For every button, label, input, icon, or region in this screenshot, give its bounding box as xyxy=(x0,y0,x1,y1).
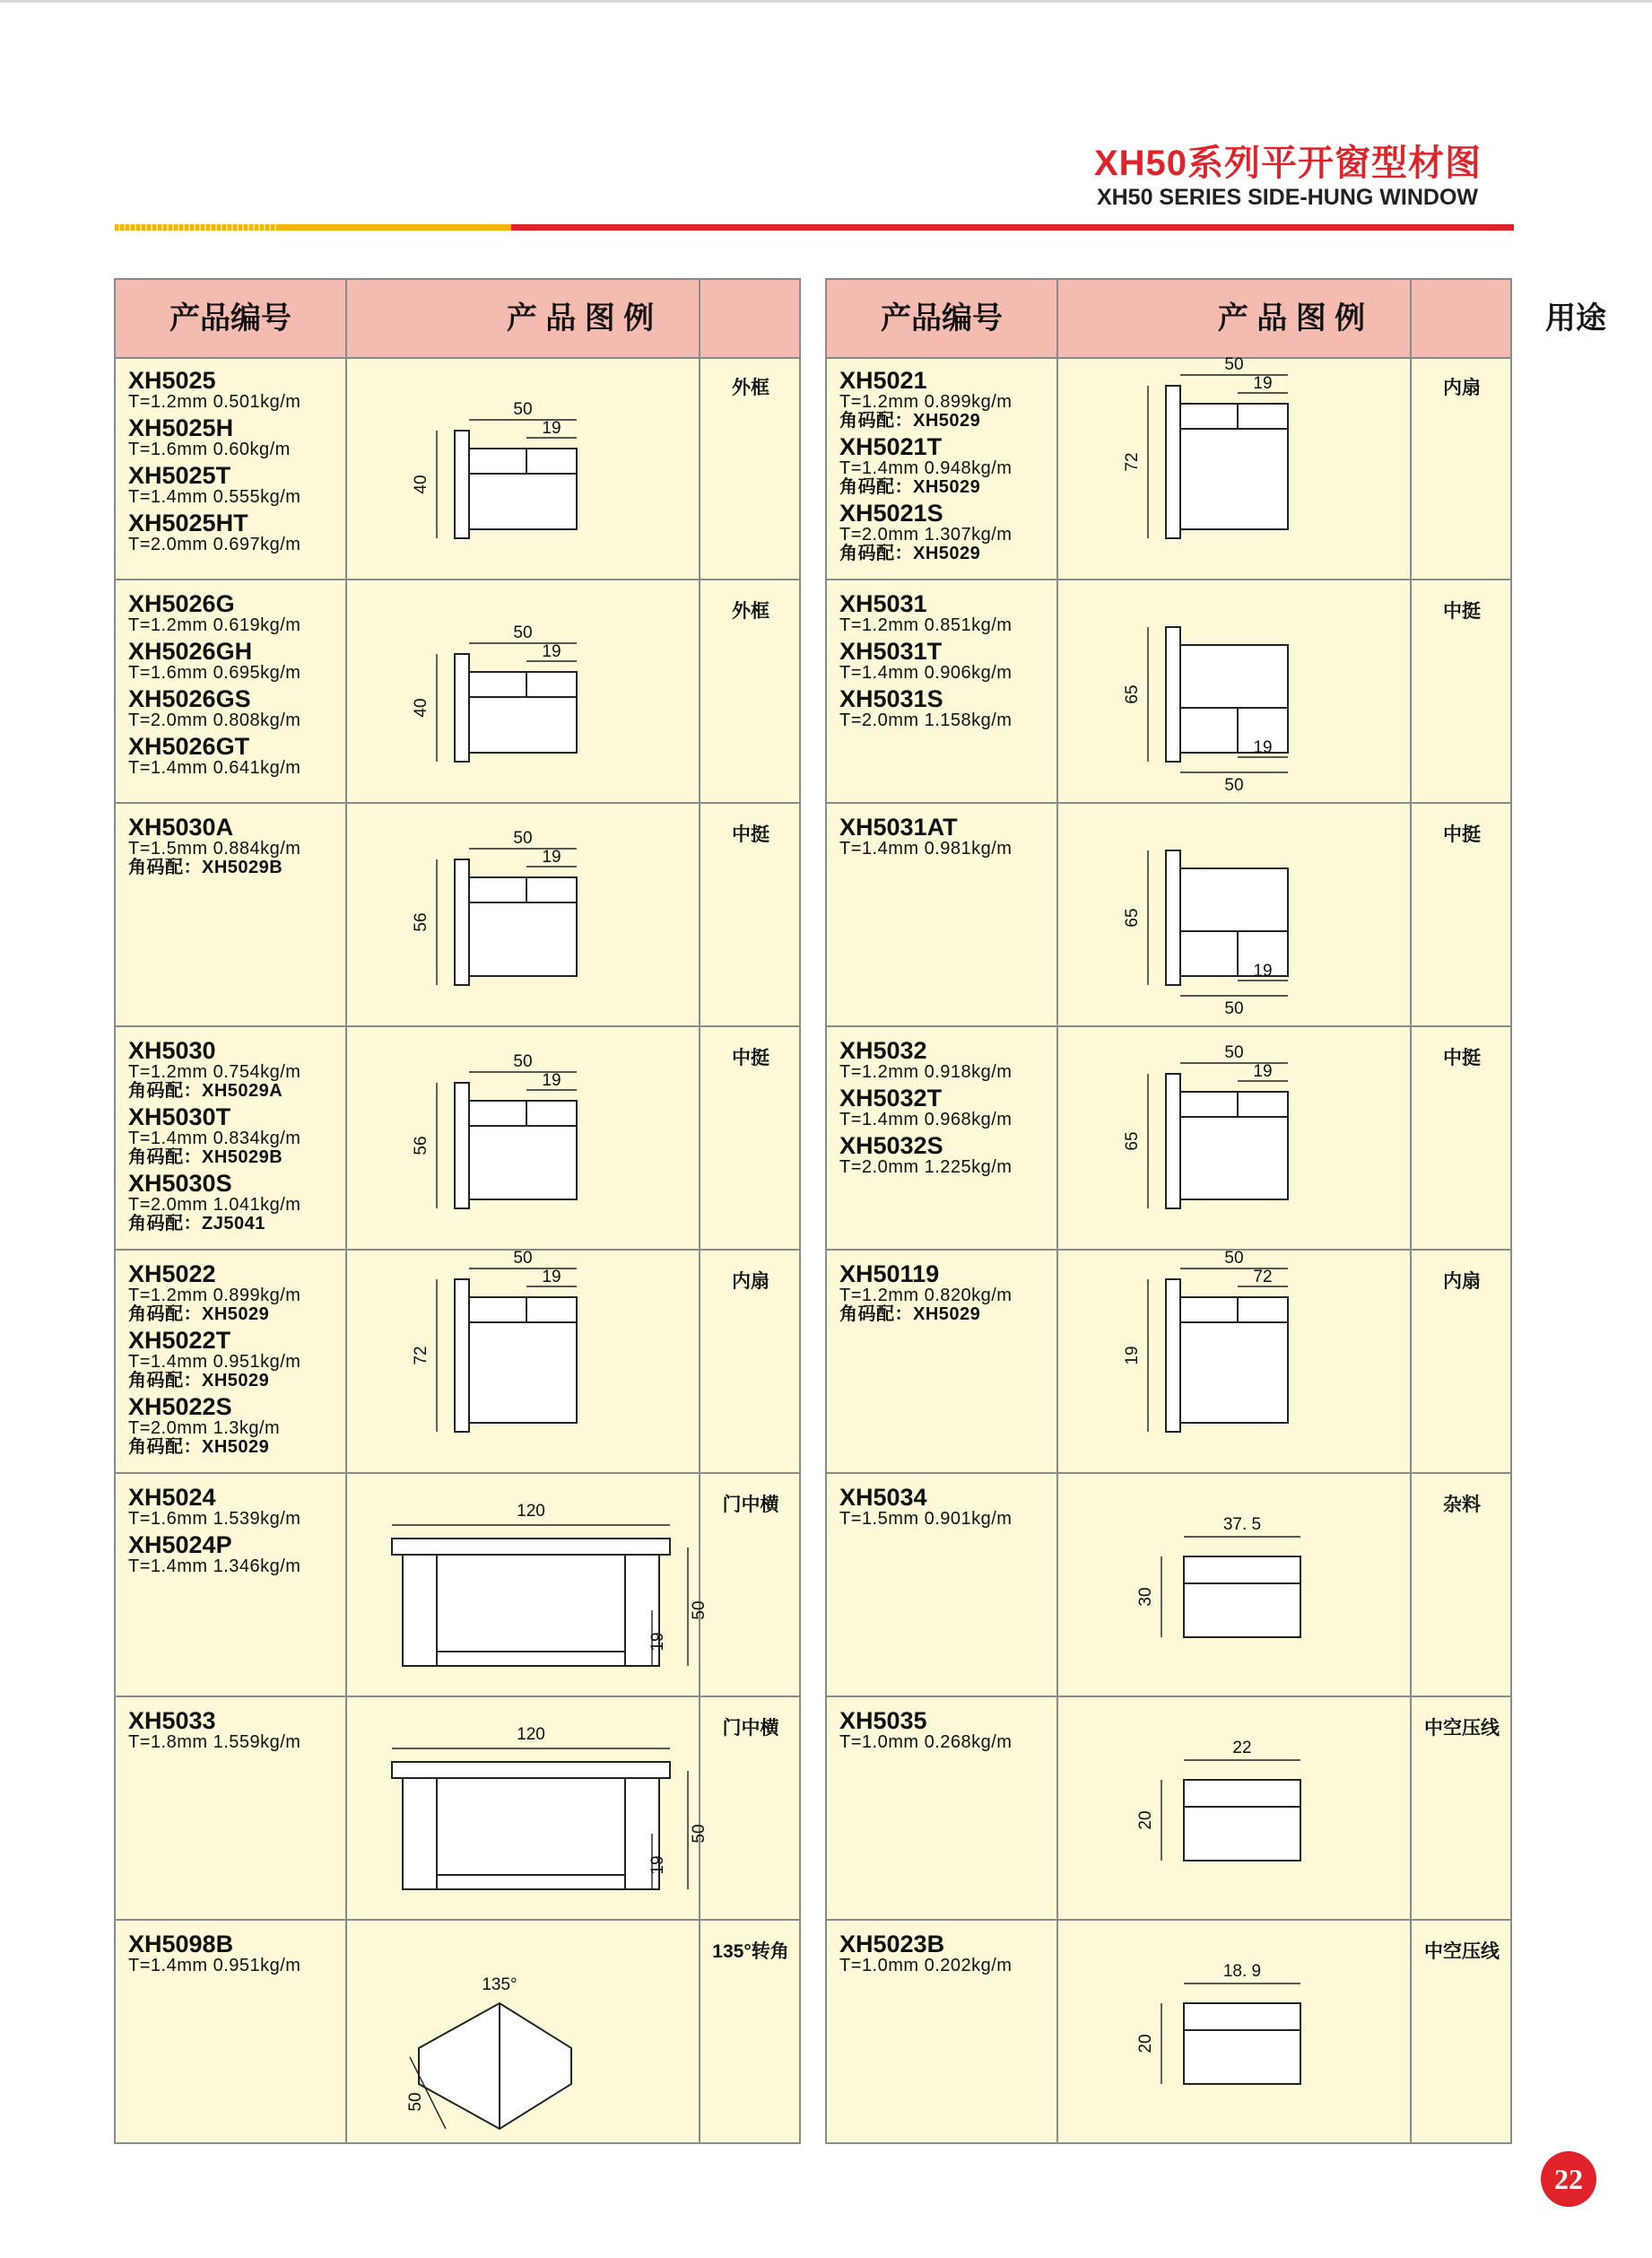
product-codes xyxy=(839,1481,1055,1529)
table-row xyxy=(116,1921,799,2144)
table-row xyxy=(827,1027,1510,1251)
product-code: XH5025T xyxy=(128,462,231,489)
usage-label: 中空压线 xyxy=(1424,1941,1500,1962)
dimension-height: 56 xyxy=(412,1136,430,1155)
header-product-figure: 产 品 图 例 xyxy=(506,301,655,336)
header-product-figure: 产 品 图 例 xyxy=(1217,301,1366,336)
usage-label: 内扇 xyxy=(732,1271,769,1292)
product-spec: T=1.4mm 0.968kg/m xyxy=(839,1110,1013,1129)
profile-drawing xyxy=(347,1922,697,2142)
usage-label: 中挺 xyxy=(1443,824,1481,845)
product-spec: T=1.5mm 0.884kg/m xyxy=(128,839,301,859)
product-spec: T=1.0mm 0.202kg/m xyxy=(839,1956,1013,1975)
table-header xyxy=(116,280,799,359)
product-code: XH5021T xyxy=(839,433,943,460)
dimension-height: 40 xyxy=(412,475,430,494)
product-codes xyxy=(128,1034,343,1234)
product-codes xyxy=(128,1258,343,1457)
product-codes xyxy=(128,811,343,877)
product-spec: T=1.2mm 0.820kg/m xyxy=(839,1286,1013,1305)
product-code: XH5025H xyxy=(128,414,234,441)
profile-drawing xyxy=(347,1029,697,1249)
table-row xyxy=(827,1251,1510,1474)
product-code: XH5022T xyxy=(128,1327,231,1354)
product-spec: T=1.4mm 0.981kg/m xyxy=(839,839,1013,859)
product-spec: T=1.6mm 0.60kg/m xyxy=(128,440,291,459)
product-code: XH5032 xyxy=(839,1037,927,1064)
profile-drawing xyxy=(347,359,697,579)
dimension-width: 50 xyxy=(1224,1249,1244,1268)
product-code: XH5023B xyxy=(839,1931,945,1957)
product-spec: T=1.4mm 0.951kg/m xyxy=(128,1956,301,1975)
dimension-offset: 19 xyxy=(1253,374,1273,393)
usage-label: 杂料 xyxy=(1443,1495,1481,1515)
product-codes xyxy=(128,364,343,554)
table-row xyxy=(116,804,799,1027)
product-code: XH5098B xyxy=(128,1931,234,1957)
dimension-height: 72 xyxy=(1123,452,1142,472)
usage-label: 门中横 xyxy=(722,1718,779,1739)
product-spec: T=2.0mm 1.041kg/m xyxy=(128,1195,301,1215)
product-code: XH5024 xyxy=(128,1484,216,1511)
product-spec: T=1.4mm 1.346kg/m xyxy=(128,1556,301,1576)
table-row xyxy=(116,1027,799,1251)
product-code: XH5031T xyxy=(839,638,943,665)
product-codes xyxy=(839,1928,1055,1975)
product-spec: T=1.0mm 0.268kg/m xyxy=(839,1732,1013,1752)
product-codes xyxy=(128,588,343,778)
corner-connector-note: 角码配：XH5029 xyxy=(839,1304,981,1324)
profile-drawing xyxy=(347,1699,709,1919)
product-spec: T=1.2mm 0.918kg/m xyxy=(839,1062,1013,1082)
dimension-width: 50 xyxy=(513,1249,533,1268)
dimension-height: 65 xyxy=(1123,908,1142,928)
header-product-code: 产品编号 xyxy=(170,301,291,336)
product-spec: T=1.4mm 0.555kg/m xyxy=(128,487,301,507)
dimension-width: 22 xyxy=(1232,1739,1252,1757)
dimension-offset: 19 xyxy=(542,1268,561,1286)
product-code: XH5030S xyxy=(128,1170,232,1197)
product-spec: T=2.0mm 0.808kg/m xyxy=(128,711,301,730)
dimension-height: 56 xyxy=(412,912,430,932)
dimension-height: 72 xyxy=(412,1346,430,1365)
corner-connector-note: 角码配：XH5029B xyxy=(128,1147,283,1167)
product-code: XH5030 xyxy=(128,1037,216,1064)
product-codes xyxy=(128,1481,343,1576)
product-codes xyxy=(839,811,1055,859)
profile-drawing xyxy=(347,1476,709,1696)
dimension-width: 50 xyxy=(513,623,533,642)
profile-drawing xyxy=(1058,1922,1408,2142)
product-codes xyxy=(839,1258,1055,1324)
corner-connector-note: 角码配：XH5029 xyxy=(839,477,981,497)
corner-connector-note: 角码配：XH5029 xyxy=(128,1304,270,1324)
dimension-height: 19 xyxy=(1123,1346,1142,1365)
product-code: XH5033 xyxy=(128,1707,216,1734)
table-header xyxy=(827,280,1606,359)
profile-drawing xyxy=(347,582,697,802)
product-spec: T=1.2mm 0.619kg/m xyxy=(128,615,301,635)
page-title-cn: XH50系列平开窗型材图 xyxy=(1093,144,1482,183)
product-spec: T=1.2mm 0.851kg/m xyxy=(839,615,1013,635)
dimension-height: 65 xyxy=(1123,684,1142,704)
dimension-height: 30 xyxy=(1136,1587,1155,1607)
dimension-width: 50 xyxy=(1224,1043,1244,1062)
product-spec: T=2.0mm 0.697kg/m xyxy=(128,535,301,554)
table-row xyxy=(827,580,1510,804)
usage-label: 外框 xyxy=(732,378,769,398)
usage-label: 内扇 xyxy=(1443,1271,1481,1292)
profile-drawing xyxy=(347,806,697,1025)
product-code: XH5034 xyxy=(839,1484,927,1511)
table-row xyxy=(827,1474,1510,1697)
product-spec: T=1.4mm 0.641kg/m xyxy=(128,758,301,778)
dimension-offset: 72 xyxy=(1253,1268,1273,1286)
dimension-width: 18. 9 xyxy=(1222,1962,1262,1981)
product-spec: T=1.4mm 0.906kg/m xyxy=(839,663,1013,683)
profile-drawing xyxy=(1058,1249,1408,1472)
header-product-code: 产品编号 xyxy=(881,301,1003,336)
profile-drawing xyxy=(347,1249,697,1472)
product-spec: T=1.2mm 0.899kg/m xyxy=(128,1286,301,1305)
product-spec: T=2.0mm 1.225kg/m xyxy=(839,1157,1013,1177)
product-codes xyxy=(839,1704,1055,1752)
dimension-width: 50 xyxy=(406,2092,425,2112)
dimension-offset: 19 xyxy=(1253,962,1273,981)
dimension-height: 65 xyxy=(1123,1131,1142,1151)
page-number-badge: 22 xyxy=(1541,2151,1596,2207)
corner-connector-note: 角码配：XH5029 xyxy=(128,1371,270,1391)
product-codes xyxy=(128,1928,343,1975)
dimension-height: 20 xyxy=(1136,2034,1155,2053)
dimension-width: 50 xyxy=(1224,355,1244,374)
product-codes xyxy=(839,1034,1055,1177)
dimension-height: 50 xyxy=(690,1824,709,1844)
product-code: XH5035 xyxy=(839,1707,927,1734)
profile-drawing xyxy=(1058,1699,1408,1919)
product-codes xyxy=(128,1704,343,1752)
product-spec: T=1.5mm 0.901kg/m xyxy=(839,1509,1013,1529)
dimension-offset: 19 xyxy=(648,1855,667,1875)
product-code: XH5025 xyxy=(128,367,216,394)
dimension-width: 120 xyxy=(517,1502,545,1521)
corner-connector-note: 角码配：XH5029B xyxy=(128,858,283,877)
profile-drawing xyxy=(1058,355,1408,579)
product-code: XH5026GS xyxy=(128,685,251,712)
product-code: XH5025HT xyxy=(128,510,248,536)
product-code: XH5021S xyxy=(839,500,943,527)
left-profile-table xyxy=(114,278,801,2144)
profile-drawing xyxy=(1058,1476,1408,1696)
dimension-width: 50 xyxy=(513,400,533,419)
table-row xyxy=(827,1921,1510,2144)
product-code: XH50119 xyxy=(839,1260,940,1287)
dimension-offset: 19 xyxy=(542,642,561,661)
product-spec: T=1.4mm 0.948kg/m xyxy=(839,458,1013,478)
usage-label: 中挺 xyxy=(1443,1048,1481,1068)
dimension-offset: 19 xyxy=(542,1071,561,1090)
dimension-width: 50 xyxy=(513,829,533,848)
product-code: XH5030T xyxy=(128,1103,231,1130)
corner-connector-note: 角码配：ZJ5041 xyxy=(128,1214,265,1234)
table-row xyxy=(116,1697,799,1921)
product-codes xyxy=(839,364,1055,563)
profile-drawing xyxy=(1058,582,1408,802)
corner-connector-note: 角码配：XH5029 xyxy=(839,411,981,431)
dimension-width: 50 xyxy=(513,1052,533,1071)
product-spec: T=2.0mm 1.3kg/m xyxy=(128,1418,281,1438)
dimension-height: 40 xyxy=(412,698,430,718)
product-codes xyxy=(839,588,1055,730)
table-row xyxy=(116,357,799,580)
product-spec: T=1.8mm 1.559kg/m xyxy=(128,1732,301,1752)
product-code: XH5026GH xyxy=(128,638,253,665)
header-rule xyxy=(115,224,1514,231)
dimension-height: 50 xyxy=(690,1600,709,1620)
dimension-offset: 19 xyxy=(648,1632,667,1652)
dimension-offset: 19 xyxy=(542,848,561,867)
product-code: XH5032S xyxy=(839,1132,943,1159)
usage-label: 中挺 xyxy=(732,1048,769,1068)
profile-drawing xyxy=(1058,806,1408,1025)
product-code: XH5022 xyxy=(128,1260,216,1287)
page-title-en: XH50 SERIES SIDE-HUNG WINDOW xyxy=(1096,185,1478,210)
header-usage: 用途 xyxy=(1545,301,1606,336)
product-code: XH5021 xyxy=(839,367,927,394)
top-border xyxy=(0,0,1652,3)
dimension-width: 120 xyxy=(517,1725,545,1744)
product-code: XH5024P xyxy=(128,1531,232,1558)
dimension-width: 50 xyxy=(1224,999,1244,1018)
usage-label: 中挺 xyxy=(1443,601,1481,622)
dimension-width: 50 xyxy=(1224,776,1244,795)
product-code: XH5031AT xyxy=(839,814,958,841)
product-spec: T=1.4mm 0.834kg/m xyxy=(128,1129,301,1148)
corner-connector-note: 角码配：XH5029 xyxy=(128,1437,270,1457)
right-profile-table xyxy=(825,278,1606,2144)
product-spec: T=1.2mm 0.899kg/m xyxy=(839,392,1013,412)
profile-drawing xyxy=(1058,1029,1408,1249)
product-code: XH5026G xyxy=(128,590,235,617)
table-row xyxy=(827,804,1510,1027)
product-spec: T=2.0mm 1.307kg/m xyxy=(839,525,1013,545)
usage-label: 门中横 xyxy=(722,1495,779,1515)
dimension-offset: 19 xyxy=(1253,1062,1273,1081)
product-spec: T=1.2mm 0.501kg/m xyxy=(128,392,301,412)
product-code: XH5032T xyxy=(839,1085,943,1112)
product-spec: T=2.0mm 1.158kg/m xyxy=(839,711,1013,730)
product-code: XH5026GT xyxy=(128,733,250,760)
product-code: XH5031 xyxy=(839,590,927,617)
usage-label: 内扇 xyxy=(1443,378,1481,398)
product-code: XH5031S xyxy=(839,685,943,712)
usage-label: 中空压线 xyxy=(1424,1718,1500,1739)
corner-connector-note: 角码配：XH5029 xyxy=(839,544,981,563)
usage-label: 中挺 xyxy=(732,824,769,845)
table-row xyxy=(827,357,1510,580)
table-row xyxy=(116,580,799,804)
usage-label: 135°转角 xyxy=(712,1941,789,1962)
usage-label: 外框 xyxy=(732,601,769,622)
product-spec: T=1.6mm 1.539kg/m xyxy=(128,1509,301,1529)
dimension-offset: 19 xyxy=(1253,738,1273,757)
table-row xyxy=(116,1251,799,1474)
dimension-offset: 19 xyxy=(542,419,561,438)
dimension-width: 37. 5 xyxy=(1222,1515,1262,1534)
product-spec: T=1.4mm 0.951kg/m xyxy=(128,1352,301,1372)
corner-connector-note: 角码配：XH5029A xyxy=(128,1081,283,1101)
table-row xyxy=(827,1697,1510,1921)
product-code: XH5022S xyxy=(128,1393,232,1420)
table-row xyxy=(116,1474,799,1697)
dimension-height: 20 xyxy=(1136,1810,1155,1830)
product-spec: T=1.2mm 0.754kg/m xyxy=(128,1062,301,1082)
dimension-angle: 135° xyxy=(482,1975,517,1994)
product-code: XH5030A xyxy=(128,814,234,841)
product-spec: T=1.6mm 0.695kg/m xyxy=(128,663,301,683)
